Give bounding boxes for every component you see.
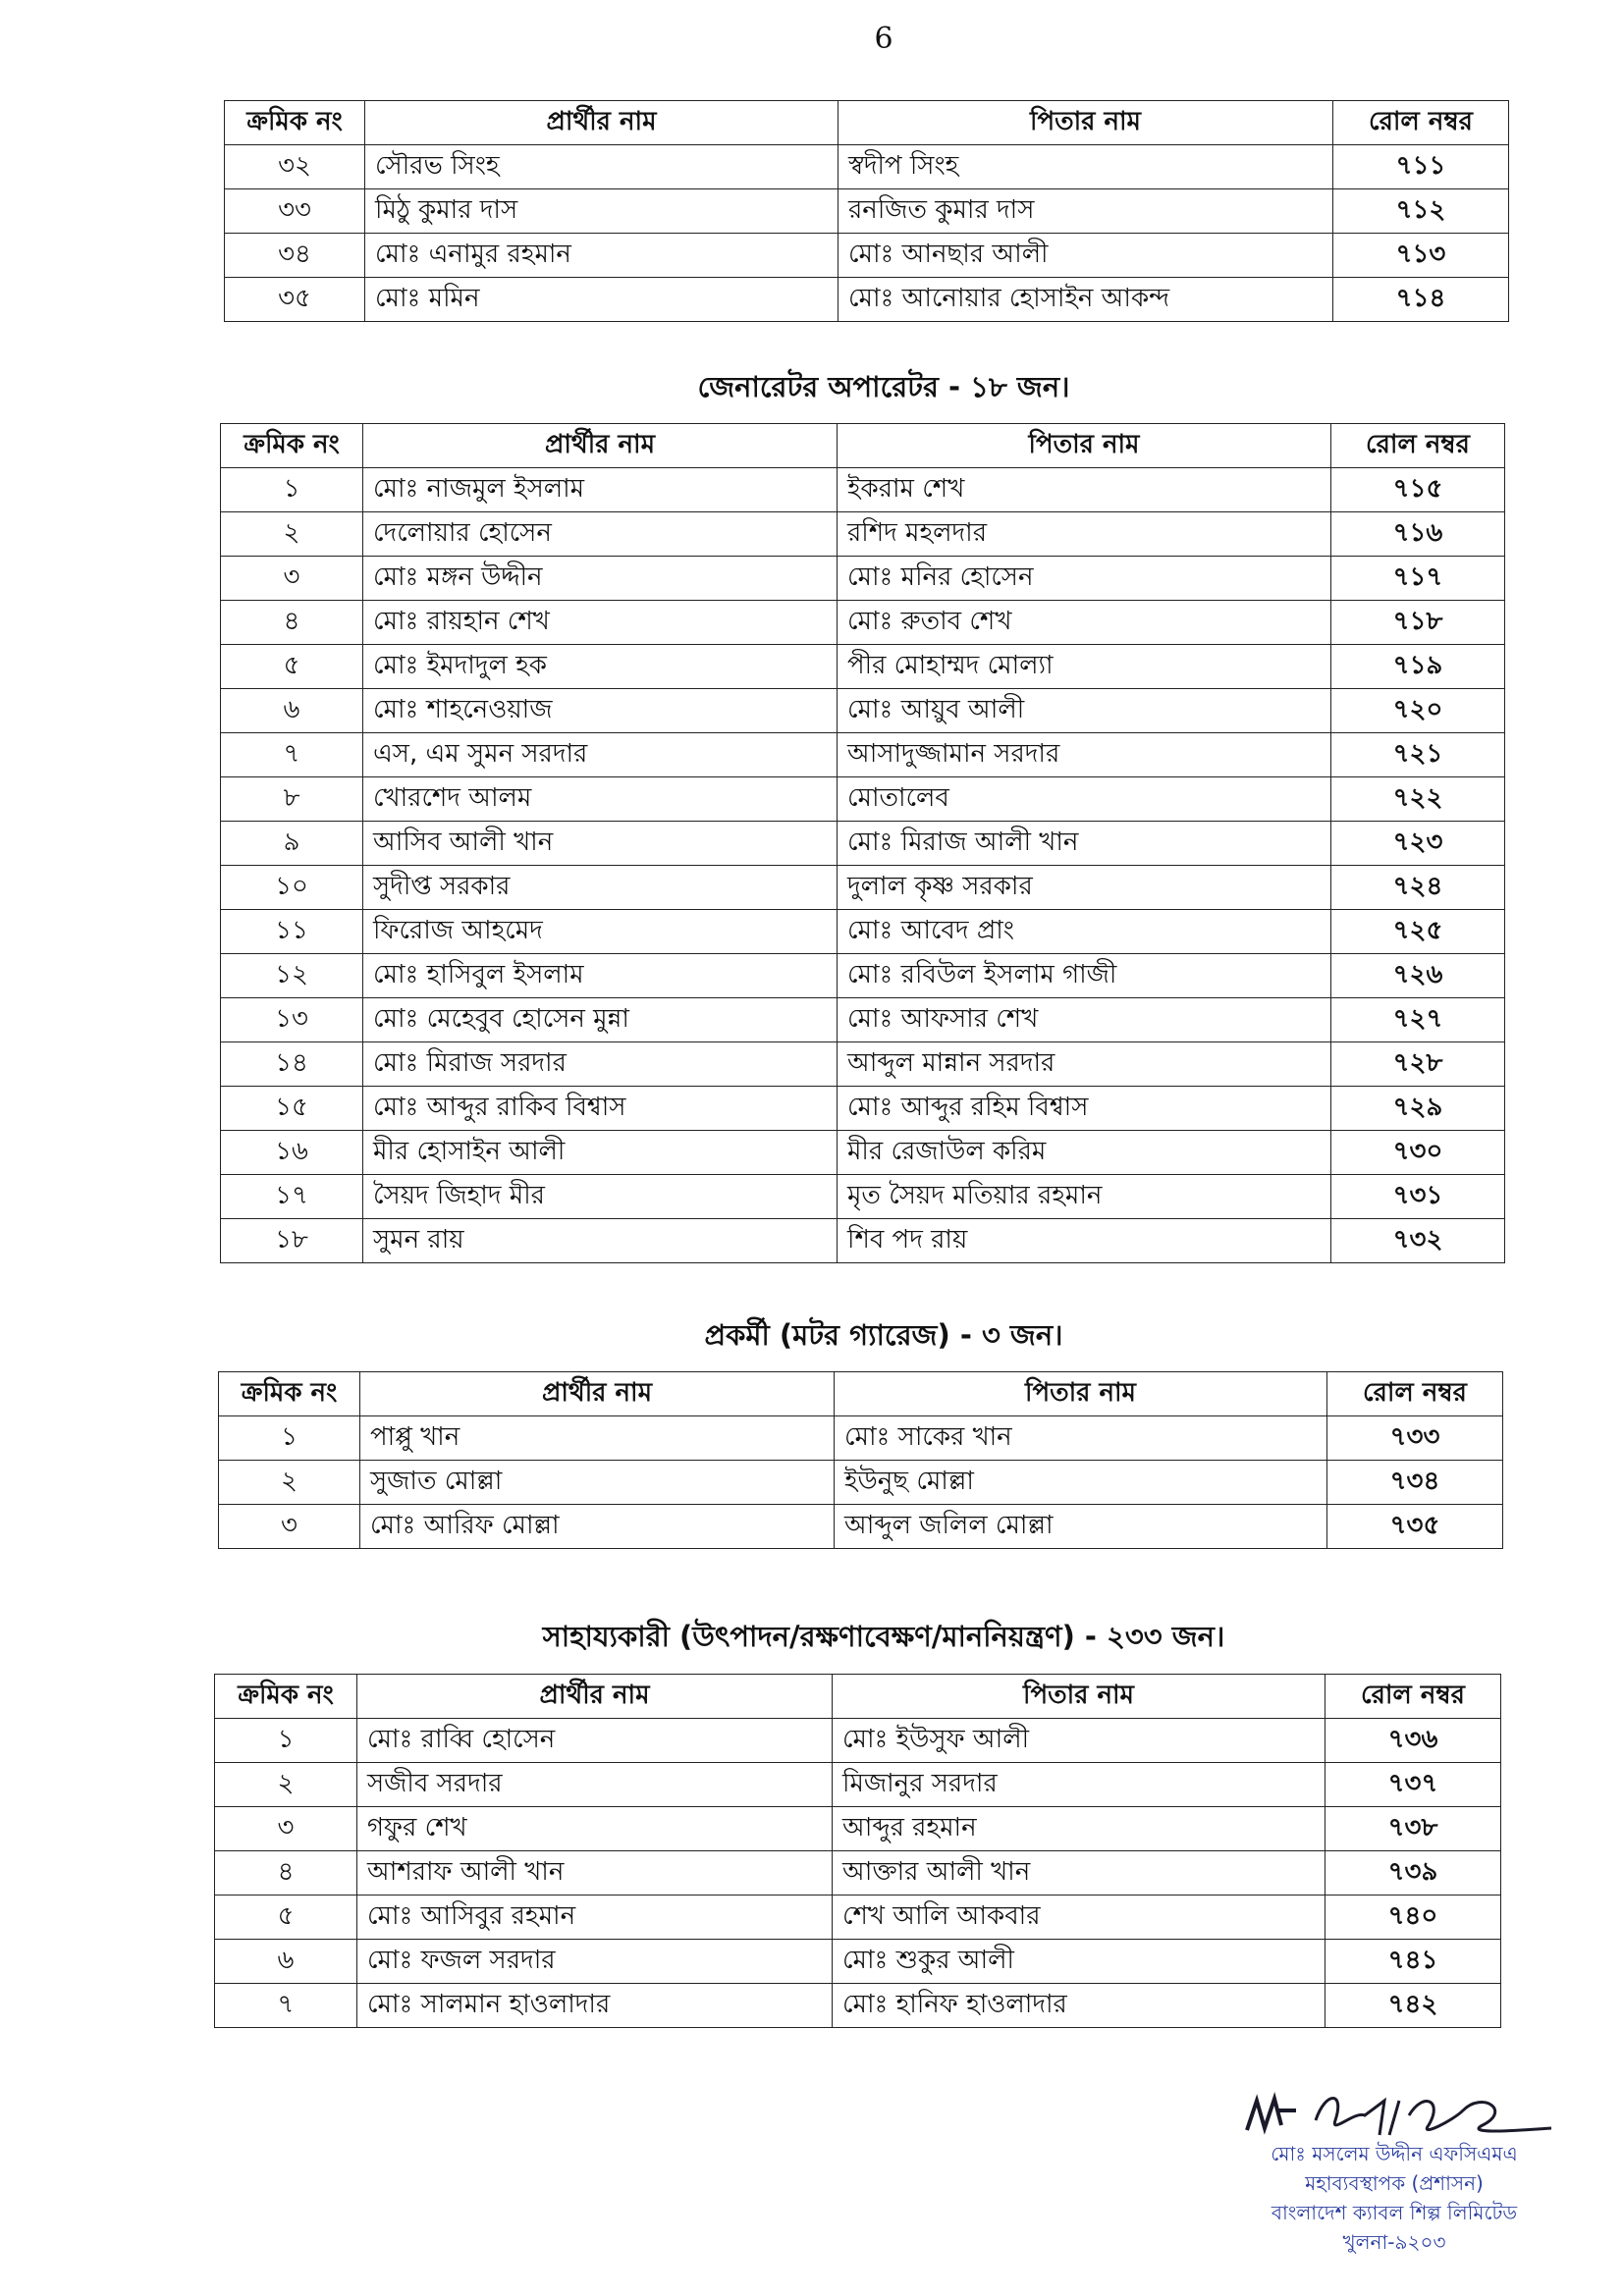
section-title-helper: সাহায্যকারী (উৎপাদন/রক্ষণাবেক্ষণ/মাননিয়ন্ত্রণ) - ২৩৩ জন।: [542, 1620, 1225, 1653]
candidate-name-cell: মোঃ শাহনেওয়াজ: [363, 689, 838, 733]
roll-number-cell: ৭১৮: [1331, 601, 1505, 645]
father-name-cell: মোঃ আনোয়ার হোসাইন আকন্দ: [839, 278, 1333, 322]
header-serial: ক্রমিক নং: [221, 424, 363, 468]
signatory-name: মোঃ মসলেম উদ্দীন এফসিএমএ: [1271, 2142, 1518, 2165]
header-roll-number: রোল নম্বর: [1331, 424, 1505, 468]
candidate-name-cell: মোঃ মিরাজ সরদার: [363, 1042, 838, 1087]
table-row: [221, 866, 1505, 910]
table-row: [221, 557, 1505, 601]
father-name-cell: পীর মোহাম্মদ মোল্যা: [838, 645, 1331, 689]
table-row: [219, 1461, 1503, 1505]
table-row: [215, 1940, 1501, 1984]
candidate-name-cell: মোঃ আরিফ মোল্লা: [360, 1505, 835, 1549]
serial-cell: ১৩: [221, 998, 363, 1042]
roll-number-cell: ৭৩০: [1331, 1131, 1505, 1175]
serial-cell: ১: [221, 468, 363, 512]
father-name-cell: মিজানুর সরদার: [833, 1763, 1325, 1807]
table-row: [221, 468, 1505, 512]
father-name-cell: ইকরাম শেখ: [838, 468, 1331, 512]
signature-block: [1188, 2081, 1600, 2277]
table-header-row: [221, 424, 1505, 468]
table-row: [225, 145, 1509, 189]
candidate-name-cell: মোঃ রায়হান শেখ: [363, 601, 838, 645]
header-candidate-name: প্রার্থীর নাম: [363, 424, 838, 468]
father-name-cell: মোঃ রবিউল ইসলাম গাজী: [838, 954, 1331, 998]
candidate-name-cell: মীর হোসাইন আলী: [363, 1131, 838, 1175]
serial-cell: ১৪: [221, 1042, 363, 1087]
table-row: [225, 234, 1509, 278]
serial-cell: ২: [215, 1763, 357, 1807]
candidate-name-cell: সুমন রায়: [363, 1219, 838, 1263]
table-row: [219, 1505, 1503, 1549]
roll-number-cell: ৭১৪: [1333, 278, 1509, 322]
page-number: 6: [874, 22, 893, 56]
father-name-cell: মোঃ সাকের খান: [835, 1416, 1327, 1461]
candidate-name-cell: মোঃ নাজমুল ইসলাম: [363, 468, 838, 512]
serial-cell: ৩২: [225, 145, 365, 189]
roll-number-cell: ৭২৯: [1331, 1087, 1505, 1131]
roll-number-cell: ৭৩৫: [1327, 1505, 1503, 1549]
roll-number-cell: ৭২৮: [1331, 1042, 1505, 1087]
candidate-name-cell: খোরশেদ আলম: [363, 777, 838, 822]
table-row: [221, 777, 1505, 822]
header-father-name: পিতার নাম: [833, 1675, 1325, 1719]
father-name-cell: দুলাল কৃষ্ণ সরকার: [838, 866, 1331, 910]
father-name-cell: মোঃ মনির হোসেন: [838, 557, 1331, 601]
father-name-cell: ইউনুছ মোল্লা: [835, 1461, 1327, 1505]
candidate-name-cell: মোঃ সালমান হাওলাদার: [357, 1984, 833, 2028]
table-row: [215, 1896, 1501, 1940]
serial-cell: ৩৪: [225, 234, 365, 278]
table-row: [215, 1763, 1501, 1807]
header-serial: ক্রমিক নং: [225, 101, 365, 145]
table-row: [215, 1851, 1501, 1896]
table-row: [221, 689, 1505, 733]
table-row: [221, 1219, 1505, 1263]
serial-cell: ৬: [221, 689, 363, 733]
serial-cell: ১: [219, 1416, 360, 1461]
father-name-cell: রশিদ মহলদার: [838, 512, 1331, 557]
candidate-name-cell: আশরাফ আলী খান: [357, 1851, 833, 1896]
roll-number-cell: ৭২৫: [1331, 910, 1505, 954]
serial-cell: ১০: [221, 866, 363, 910]
father-name-cell: মোঃ আনছার আলী: [839, 234, 1333, 278]
header-serial: ক্রমিক নং: [219, 1372, 360, 1416]
father-name-cell: মোঃ হানিফ হাওলাদার: [833, 1984, 1325, 2028]
roll-number-cell: ৭৪১: [1325, 1940, 1501, 1984]
candidate-name-cell: মোঃ মমিন: [365, 278, 839, 322]
father-name-cell: মোঃ ইউসুফ আলী: [833, 1719, 1325, 1763]
table-header-row: [219, 1372, 1503, 1416]
serial-cell: ১৮: [221, 1219, 363, 1263]
header-candidate-name: প্রার্থীর নাম: [365, 101, 839, 145]
table-row: [215, 1807, 1501, 1851]
roll-number-cell: ৭৩৪: [1327, 1461, 1503, 1505]
table-row: [221, 733, 1505, 777]
candidate-name-cell: সুজাত মোল্লা: [360, 1461, 835, 1505]
father-name-cell: শিব পদ রায়: [838, 1219, 1331, 1263]
father-name-cell: মোঃ আবেদ প্রাং: [838, 910, 1331, 954]
father-name-cell: স্বদীপ সিংহ: [839, 145, 1333, 189]
table-header-row: [215, 1675, 1501, 1719]
header-roll-number: রোল নম্বর: [1333, 101, 1509, 145]
serial-cell: ১৫: [221, 1087, 363, 1131]
father-name-cell: মোঃ মিরাজ আলী খান: [838, 822, 1331, 866]
candidate-name-cell: সৌরভ সিংহ: [365, 145, 839, 189]
candidate-name-cell: মোঃ আব্দুর রাকিব বিশ্বাস: [363, 1087, 838, 1131]
serial-cell: ৪: [215, 1851, 357, 1896]
table-row: [221, 1087, 1505, 1131]
table-row: [221, 1175, 1505, 1219]
father-name-cell: মোঃ আব্দুর রহিম বিশ্বাস: [838, 1087, 1331, 1131]
candidate-name-cell: মোঃ এনামুর রহমান: [365, 234, 839, 278]
father-name-cell: আসাদুজ্জামান সরদার: [838, 733, 1331, 777]
serial-cell: ৯: [221, 822, 363, 866]
candidate-name-cell: আসিব আলী খান: [363, 822, 838, 866]
father-name-cell: মোতালেব: [838, 777, 1331, 822]
roll-number-cell: ৭২৬: [1331, 954, 1505, 998]
header-roll-number: রোল নম্বর: [1325, 1675, 1501, 1719]
roll-number-cell: ৭২০: [1331, 689, 1505, 733]
father-name-cell: মোঃ শুকুর আলী: [833, 1940, 1325, 1984]
table-row: [221, 601, 1505, 645]
candidate-name-cell: মোঃ মেহেবুব হোসেন মুন্না: [363, 998, 838, 1042]
roll-number-cell: ৭২১: [1331, 733, 1505, 777]
father-name-cell: মোঃ আয়ুব আলী: [838, 689, 1331, 733]
candidate-name-cell: ফিরোজ আহমেদ: [363, 910, 838, 954]
table-row: [221, 822, 1505, 866]
father-name-cell: মোঃ আফসার শেখ: [838, 998, 1331, 1042]
candidate-name-cell: মোঃ হাসিবুল ইসলাম: [363, 954, 838, 998]
header-candidate-name: প্রার্থীর নাম: [357, 1675, 833, 1719]
roll-number-cell: ৭৩৮: [1325, 1807, 1501, 1851]
serial-cell: ৬: [215, 1940, 357, 1984]
candidate-table-generator-operator: [220, 423, 1505, 1263]
roll-number-cell: ৭৩৯: [1325, 1851, 1501, 1896]
father-name-cell: আব্দুর রহমান: [833, 1807, 1325, 1851]
table-row: [221, 998, 1505, 1042]
section-title-motor-garage: প্রকর্মী (মটর গ্যারেজ) - ৩ জন।: [704, 1318, 1063, 1352]
roll-number-cell: ৭৩৭: [1325, 1763, 1501, 1807]
candidate-table-continued: [224, 100, 1509, 322]
table-row: [221, 645, 1505, 689]
candidate-name-cell: সুদীপ্ত সরকার: [363, 866, 838, 910]
serial-cell: ৫: [221, 645, 363, 689]
father-name-cell: মোঃ রুতাব শেখ: [838, 601, 1331, 645]
serial-cell: ১৭: [221, 1175, 363, 1219]
candidate-name-cell: মোঃ ফজল সরদার: [357, 1940, 833, 1984]
roll-number-cell: ৭৩৬: [1325, 1719, 1501, 1763]
table-row: [225, 278, 1509, 322]
table-row: [225, 189, 1509, 234]
roll-number-cell: ৭১৬: [1331, 512, 1505, 557]
father-name-cell: শেখ আলি আকবার: [833, 1896, 1325, 1940]
serial-cell: ১: [215, 1719, 357, 1763]
header-father-name: পিতার নাম: [839, 101, 1333, 145]
candidate-table-motor-garage: [218, 1371, 1503, 1549]
table-row: [221, 1042, 1505, 1087]
candidate-name-cell: দেলোয়ার হোসেন: [363, 512, 838, 557]
father-name-cell: মীর রেজাউল করিম: [838, 1131, 1331, 1175]
header-roll-number: রোল নম্বর: [1327, 1372, 1503, 1416]
header-serial: ক্রমিক নং: [215, 1675, 357, 1719]
candidate-name-cell: মোঃ রাব্বি হোসেন: [357, 1719, 833, 1763]
candidate-name-cell: সৈয়দ জিহাদ মীর: [363, 1175, 838, 1219]
section-title-generator-operator: জেনারেটর অপারেটর - ১৮ জন।: [697, 370, 1070, 403]
candidate-name-cell: মিঠু কুমার দাস: [365, 189, 839, 234]
signatory-company: বাংলাদেশ ক্যাবল শিল্প লিমিটেড: [1271, 2201, 1518, 2224]
candidate-name-cell: এস, এম সুমন সরদার: [363, 733, 838, 777]
serial-cell: ১১: [221, 910, 363, 954]
father-name-cell: আব্দুল জলিল মোল্লা: [835, 1505, 1327, 1549]
serial-cell: ৩৩: [225, 189, 365, 234]
table-row: [221, 512, 1505, 557]
roll-number-cell: ৭৩২: [1331, 1219, 1505, 1263]
roll-number-cell: ৭১১: [1333, 145, 1509, 189]
serial-cell: ৮: [221, 777, 363, 822]
serial-cell: ২: [221, 512, 363, 557]
candidate-name-cell: গফুর শেখ: [357, 1807, 833, 1851]
roll-number-cell: ৭২৩: [1331, 822, 1505, 866]
roll-number-cell: ৭৪২: [1325, 1984, 1501, 2028]
roll-number-cell: ৭৩১: [1331, 1175, 1505, 1219]
serial-cell: ৩৫: [225, 278, 365, 322]
serial-cell: ৭: [215, 1984, 357, 2028]
roll-number-cell: ৭২৭: [1331, 998, 1505, 1042]
serial-cell: ১২: [221, 954, 363, 998]
serial-cell: ৪: [221, 601, 363, 645]
table-row: [221, 954, 1505, 998]
serial-cell: ১৬: [221, 1131, 363, 1175]
roll-number-cell: ৭৩৩: [1327, 1416, 1503, 1461]
serial-cell: ৩: [221, 557, 363, 601]
serial-cell: ৭: [221, 733, 363, 777]
serial-cell: ৩: [219, 1505, 360, 1549]
candidate-table-helper: [214, 1674, 1501, 2028]
table-row: [219, 1416, 1503, 1461]
header-father-name: পিতার নাম: [838, 424, 1331, 468]
roll-number-cell: ৭৪০: [1325, 1896, 1501, 1940]
father-name-cell: আব্দুল মান্নান সরদার: [838, 1042, 1331, 1087]
header-father-name: পিতার নাম: [835, 1372, 1327, 1416]
table-header-row: [225, 101, 1509, 145]
candidate-name-cell: সজীব সরদার: [357, 1763, 833, 1807]
table-row: [215, 1984, 1501, 2028]
candidate-name-cell: মোঃ ইমদাদুল হক: [363, 645, 838, 689]
table-row: [221, 910, 1505, 954]
father-name-cell: মৃত সৈয়দ মতিয়ার রহমান: [838, 1175, 1331, 1219]
roll-number-cell: ৭১৫: [1331, 468, 1505, 512]
signatory-designation: মহাব্যবস্থাপক (প্রশাসন): [1305, 2171, 1484, 2195]
roll-number-cell: ৭১৯: [1331, 645, 1505, 689]
header-candidate-name: প্রার্থীর নাম: [360, 1372, 835, 1416]
serial-cell: ২: [219, 1461, 360, 1505]
candidate-name-cell: মোঃ আসিবুর রহমান: [357, 1896, 833, 1940]
serial-cell: ৩: [215, 1807, 357, 1851]
table-row: [221, 1131, 1505, 1175]
father-name-cell: আক্তার আলী খান: [833, 1851, 1325, 1896]
roll-number-cell: ৭১৩: [1333, 234, 1509, 278]
roll-number-cell: ৭১৭: [1331, 557, 1505, 601]
father-name-cell: রনজিত কুমার দাস: [839, 189, 1333, 234]
candidate-name-cell: মোঃ মঙ্গন উদ্দীন: [363, 557, 838, 601]
serial-cell: ৫: [215, 1896, 357, 1940]
table-row: [215, 1719, 1501, 1763]
roll-number-cell: ৭২২: [1331, 777, 1505, 822]
roll-number-cell: ৭২৪: [1331, 866, 1505, 910]
signatory-location: খুলনা-৯২০৩: [1342, 2230, 1446, 2254]
candidate-name-cell: পাপ্পু খান: [360, 1416, 835, 1461]
roll-number-cell: ৭১২: [1333, 189, 1509, 234]
